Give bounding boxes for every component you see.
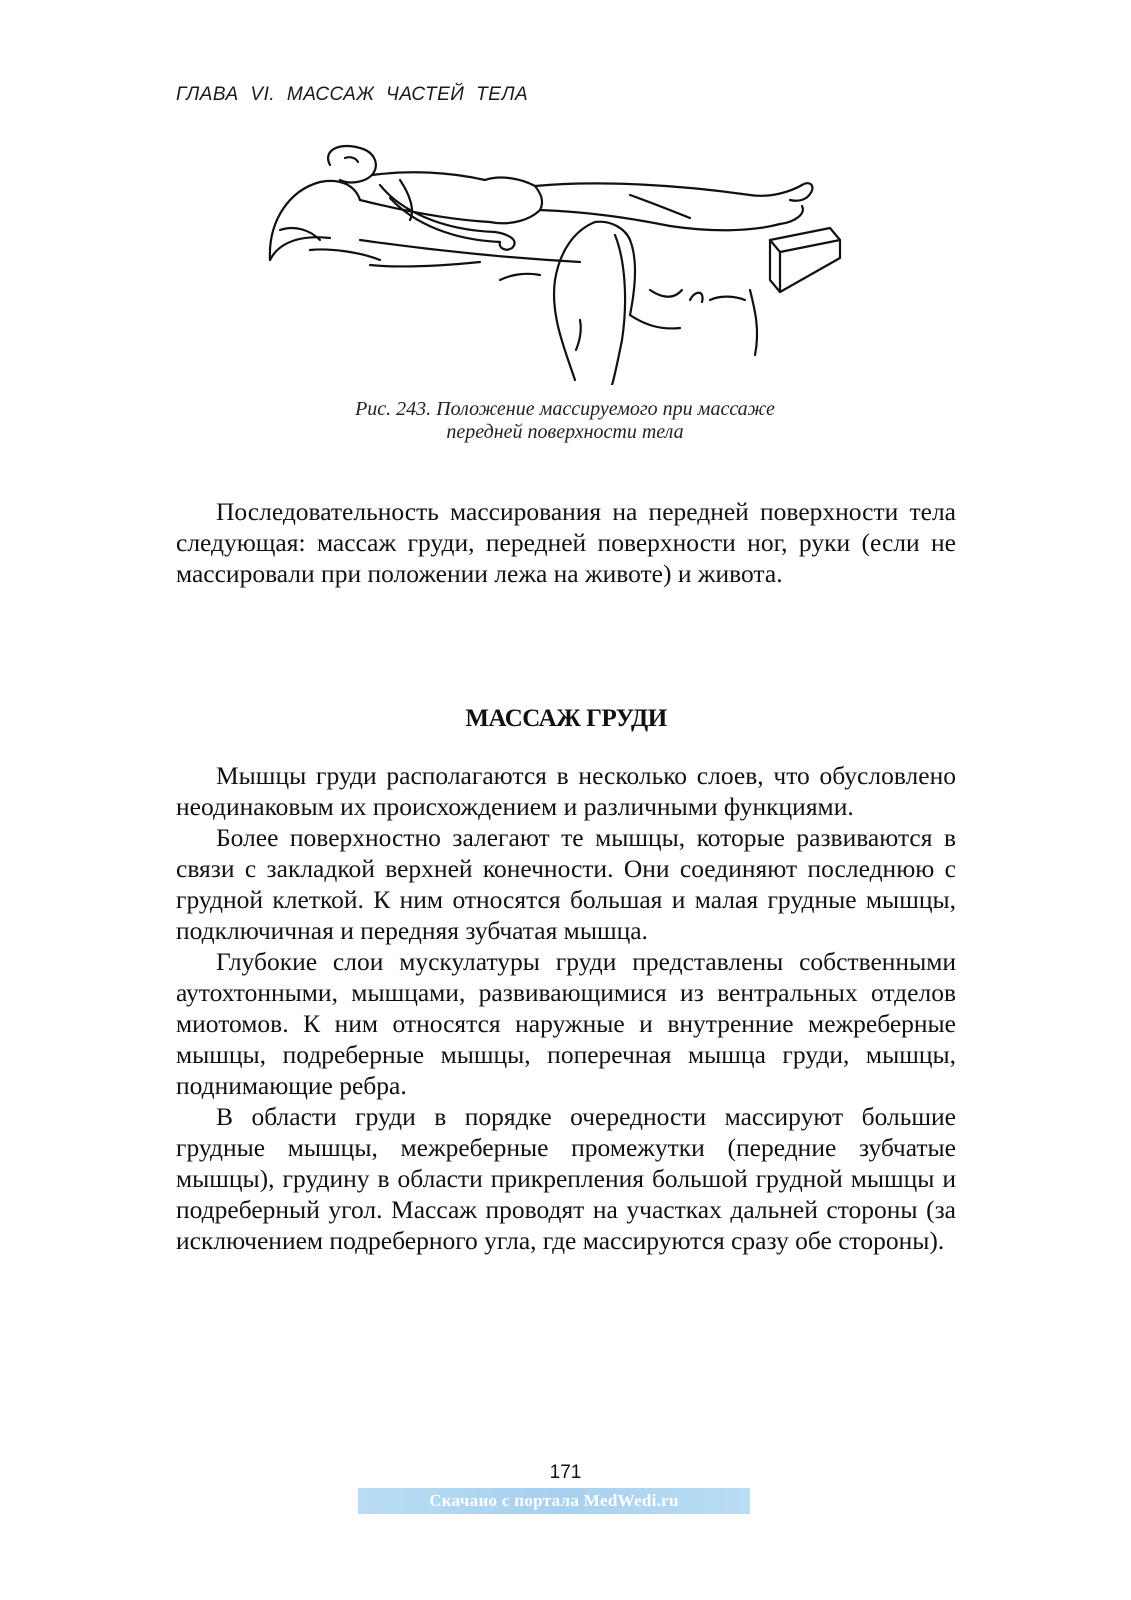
caption-line-2: передней поверхности тела [446, 421, 684, 443]
watermark-banner: Скачано с портала MedWedi.ru [358, 1488, 750, 1514]
figure-illustration [250, 140, 870, 385]
intro-paragraph: Последовательность массирования на передней поверхности тела следующая: массаж груди, передней поверхности ног, руки (если не массировали при положении лежа на животе) и живота. [176, 497, 956, 588]
page-number: 171 [549, 1462, 582, 1483]
running-head: ГЛАВА VI. МАССАЖ ЧАСТЕЙ ТЕЛА [176, 84, 529, 105]
intro-text [176, 496, 956, 589]
paragraph-3: Глубокие слои мускулатуры груди представлены собственными аутохтонными, мышцами, развивающимися из вентральных отделов миотомов. К ним относятся наружные и внутренние межреберные мышцы, подреберные мышцы, поперечная мышца груди, мышцы, поднимающие ребра. [176, 947, 956, 1100]
caption-line-1: Рис. 243. Положение массируемого при массаже [355, 398, 775, 420]
figure-caption [200, 398, 930, 444]
section-body [176, 760, 956, 1256]
paragraph-1: Мышцы груди располагаются в несколько слоев, что обусловлено неодинаковым их происхождением и различными функциями. [176, 761, 956, 821]
supine-person-drawing [250, 140, 870, 385]
paragraph-2: Более поверхностно залегают те мышцы, которые развиваются в связи с закладкой верхней конечности. Они соединяют последнюю с грудной клеткой. К ним относятся большая и малая грудные мышцы, подключичная и передняя зубчатая мышца. [176, 823, 956, 945]
section-title: МАССАЖ ГРУДИ [465, 705, 667, 732]
paragraph-4: В области груди в порядке очередности массируют большие грудные мышцы, межреберные промежутки (передние зубчатые мышцы), грудину в области прикрепления большой грудной мышцы и подреберный угол. Массаж проводят на участках дальней стороны (за исключением подреберного угла, где массируются сразу обе стороны). [176, 1102, 956, 1255]
